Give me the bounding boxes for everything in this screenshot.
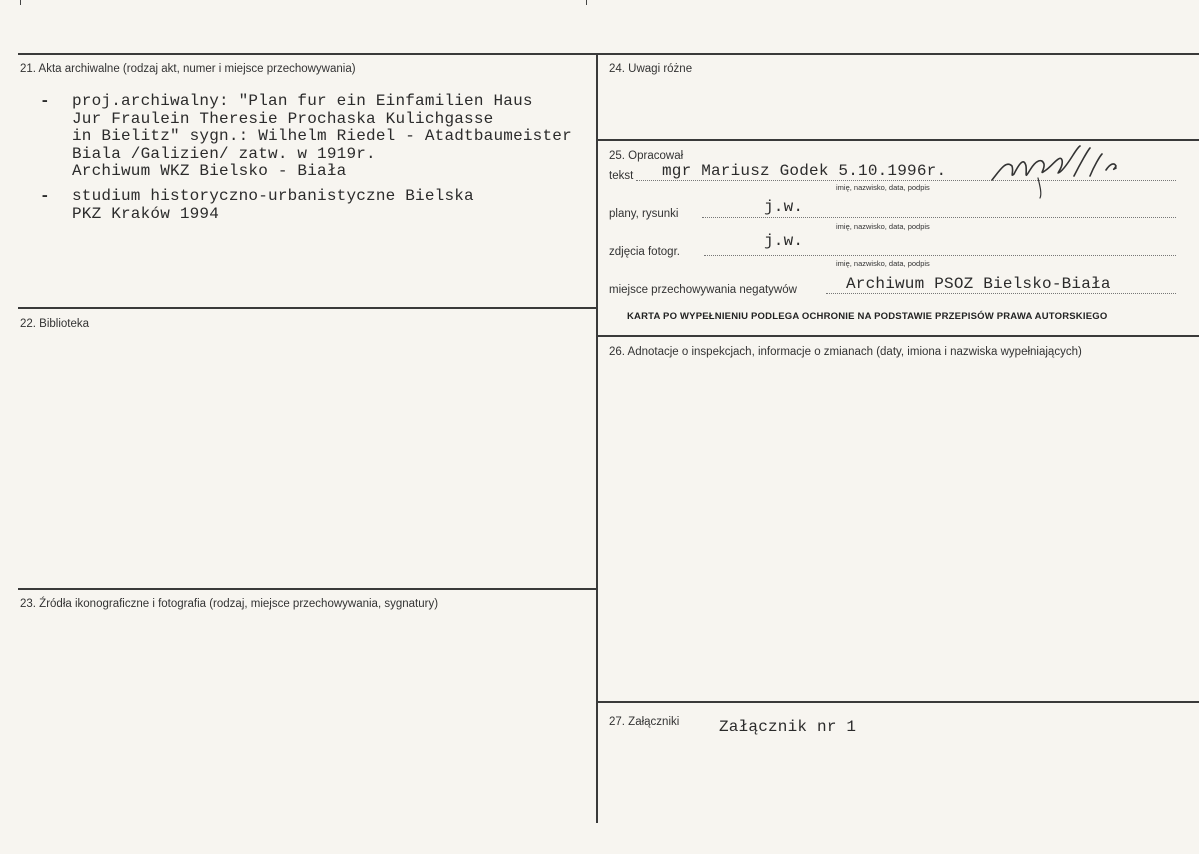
archival-item-line-3: in Bielitz" sygn.: Wilhelm Riedel - Atadtbaumeister bbox=[72, 127, 572, 145]
zdjecia-value: j.w. bbox=[764, 232, 804, 250]
study-item-line-1: studium historyczno-urbanistyczne Bielska bbox=[72, 187, 474, 205]
section-26-label: 26. Adnotacje o inspekcjach, informacje o zmianach (daty, imiona i nazwiska wypełniających) bbox=[609, 346, 1082, 358]
tekst-label: tekst bbox=[609, 170, 634, 182]
copyright-notice: KARTA PO WYPEŁNIENIU PODLEGA OCHRONIE NA PODSTAWIE PRZEPISÓW PRAWA AUTORSKIEGO bbox=[627, 311, 1108, 322]
archival-item-line-1: proj.archiwalny: "Plan fur ein Einfamilien Haus bbox=[72, 92, 533, 110]
zdjecia-sublabel: imię, nazwisko, data, podpis bbox=[836, 259, 930, 268]
section-23-label: 23. Źródła ikonograficzne i fotografia (rodzaj, miejsce przechowywania, sygnatury) bbox=[20, 598, 439, 610]
divider-25-26 bbox=[598, 335, 1199, 337]
center-divider bbox=[596, 53, 598, 823]
top-rule bbox=[18, 53, 1199, 55]
divider-26-27 bbox=[598, 701, 1199, 703]
plany-label: plany, rysunki bbox=[609, 208, 679, 220]
section-21-label: 21. Akta archiwalne (rodzaj akt, numer i miejsce przechowywania) bbox=[20, 63, 356, 75]
plany-sublabel: imię, nazwisko, data, podpis bbox=[836, 222, 930, 231]
attachment-value: Załącznik nr 1 bbox=[719, 718, 857, 736]
zdjecia-label: zdjęcia fotogr. bbox=[609, 246, 680, 258]
divider-22-23 bbox=[18, 588, 596, 590]
section-22-label: 22. Biblioteka bbox=[20, 318, 90, 330]
handwritten-signature bbox=[990, 140, 1130, 200]
section-25-label: 25. Opracował bbox=[609, 150, 684, 162]
tekst-value: mgr Mariusz Godek 5.10.1996r. bbox=[662, 162, 947, 180]
archival-item-line-2: Jur Fraulein Theresie Prochaska Kulichgasse bbox=[72, 110, 494, 128]
top-tick-left bbox=[20, 0, 21, 5]
bullet-dash-1: - bbox=[40, 92, 50, 110]
negatywy-value: Archiwum PSOZ Bielsko-Biała bbox=[846, 275, 1111, 293]
tekst-sublabel: imię, nazwisko, data, podpis bbox=[836, 183, 930, 192]
top-tick-center bbox=[586, 0, 587, 5]
negatywy-label: miejsce przechowywania negatywów bbox=[609, 284, 797, 296]
study-item-line-2: PKZ Kraków 1994 bbox=[72, 205, 220, 223]
archival-item-line-4: Biala /Galizien/ zatw. w 1919r. bbox=[72, 145, 376, 163]
archival-item-line-5: Archiwum WKZ Bielsko - Biała bbox=[72, 162, 347, 180]
zdjecia-dotted-line bbox=[704, 255, 1176, 256]
divider-21-22 bbox=[18, 307, 596, 309]
section-24-label: 24. Uwagi różne bbox=[609, 63, 693, 75]
bullet-dash-2: - bbox=[40, 187, 50, 205]
plany-dotted-line bbox=[702, 217, 1176, 218]
plany-value: j.w. bbox=[764, 198, 804, 216]
negatywy-dotted-line bbox=[826, 293, 1176, 294]
section-27-label: 27. Załączniki bbox=[609, 716, 680, 728]
